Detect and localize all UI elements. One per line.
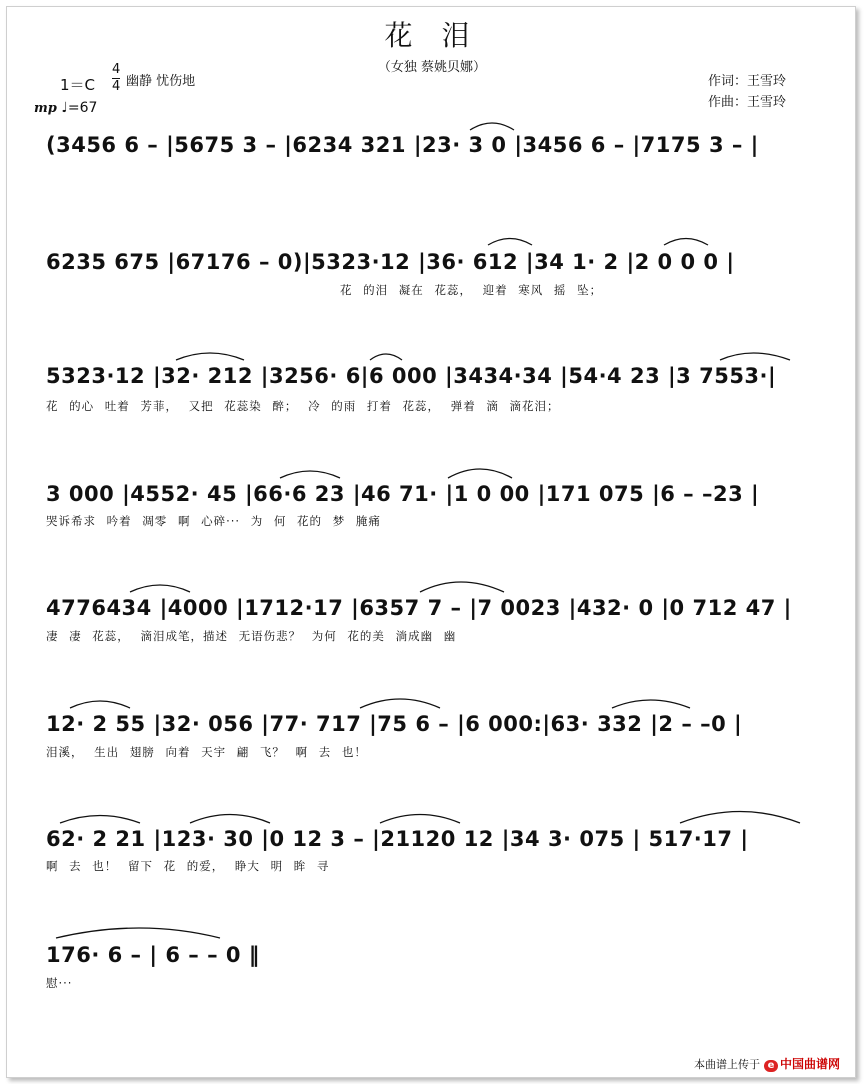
expression-marking: 幽静 忧伤地 bbox=[126, 74, 196, 89]
notation-row-8: 176· 6 – | 6 – – 0 ‖ bbox=[46, 943, 260, 967]
tempo-value: =67 bbox=[67, 100, 98, 116]
notation-row-5: 4776434 |4000 |1712·17 |6357 7 – |7 0023 |432· 0 |0 712 47 | bbox=[46, 596, 792, 620]
lyricist-credit: 作词：王雪玲 bbox=[708, 74, 787, 89]
meter-denominator: 4 bbox=[112, 79, 121, 94]
quarter-note-icon: ♩ bbox=[61, 100, 68, 116]
tempo-marking bbox=[34, 100, 97, 116]
song-title: 花 泪 bbox=[384, 19, 480, 52]
lyric-line-5: 凄 凄 花蕊， 滴泪成笔，描述 无语伤悲？ 为何 花的美 淌成幽 幽 bbox=[46, 629, 457, 643]
lyric-line-8: 慰··· bbox=[46, 976, 73, 990]
notation-row-2: 6235 675 |67176 – 0)|5323·12 |36· 612 |34 1· 2 |2 0 0 0 | bbox=[46, 250, 735, 274]
notation-row-4: 3 000 |4552· 45 |66·6 23 |46 71· |1 0 00 |171 075 |6 – –23 | bbox=[46, 482, 760, 506]
time-signature bbox=[112, 62, 120, 95]
notation-row-6: 12· 2 55 |32· 056 |77· 717 |75 6 – |6 000:|63· 332 |2 – –0 | bbox=[46, 712, 743, 736]
footer-text: 本曲谱上传于 bbox=[693, 1057, 760, 1071]
notation-row-3: 5323·12 |32· 212 |3256· 6|6 000 |3434·34 |54·4 23 |3 7553·| bbox=[46, 364, 777, 388]
site-logo bbox=[764, 1055, 840, 1072]
lyric-line-2: 花 的泪 凝在 花蕊， 迎着 寒风 摇 坠； bbox=[340, 283, 603, 297]
lyric-line-4: 哭诉希求 吟着 凋零 啊 心碎··· 为 何 花的 梦 腌痛 bbox=[46, 514, 381, 528]
site-name: 中国曲谱网 bbox=[779, 1057, 840, 1071]
footer bbox=[694, 1055, 840, 1072]
notation-row-1: (3456 6 – |5675 3 – |6234 321 |23· 3 0 |3456 6 – |7175 3 – | bbox=[46, 133, 759, 157]
notation-row-7: 62· 2 21 |123· 30 |0 12 3 – |21120 12 |34 3· 075 | 517·17 | bbox=[46, 827, 749, 851]
lyric-line-7: 啊 去 也！ 留下 花 的爱， 睁大 明 眸 寻 bbox=[46, 859, 330, 873]
lyric-line-3: 花 的心 吐着 芳菲， 又把 花蕊染 醉； 冷 的雨 打着 花蕊， 弹着 滴 滴花泪； bbox=[46, 399, 560, 413]
lyric-line-6: 泪溪， 生出 翅膀 向着 天宇 翩 飞？ 啊 去 也！ bbox=[46, 745, 367, 759]
page-frame bbox=[6, 6, 856, 1078]
e-logo-icon: e bbox=[764, 1060, 778, 1072]
key-signature: 1＝C bbox=[60, 76, 96, 94]
meter-numerator: 4 bbox=[112, 62, 121, 77]
composer-credit: 作曲：王雪玲 bbox=[708, 95, 787, 110]
dynamic-marking: mp bbox=[34, 101, 57, 116]
song-subtitle: （女独 蔡姚贝娜） bbox=[377, 60, 487, 75]
